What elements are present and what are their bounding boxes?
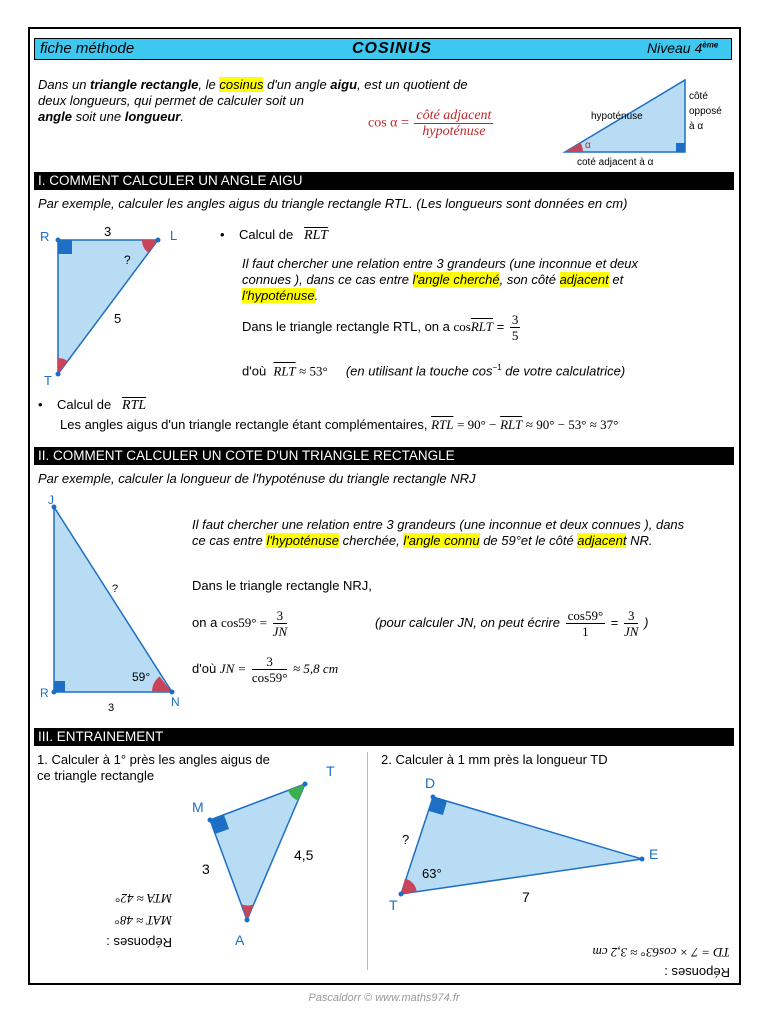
fig-opp2: opposé [689,106,722,117]
side-TA: 4,5 [294,847,314,863]
header-left: fiche méthode [40,40,135,57]
unknown-hyp: ? [112,583,119,595]
label-J: J [48,493,54,507]
label-A: A [235,932,245,948]
side-NR: 3 [108,702,115,714]
bullet1: • Calcul de $\overline{RLT}$ [220,227,328,243]
unknown-TD: ? [402,832,410,847]
section1-example: Par exemple, calculer les angles aigus du triangle rectangle RTL. (Les longueurs sont données en cm) [38,196,628,211]
label-T4: T [389,897,398,913]
bullet2: • Calcul de $\overline{RTL}$ [38,397,147,413]
section2-title: II. COMMENT CALCULER UN COTE D'UN TRIANGLE RECTANGLE [34,447,734,465]
unknown-angle: ? [124,253,131,267]
section2-tri-line: Dans le triangle rectangle NRJ, [192,578,372,593]
section1-title: I. COMMENT CALCULER UN ANGLE AIGU [34,172,734,190]
section2-cos-line: on a cos59° = $\frac{3}{JN}$ [192,608,288,639]
det-triangle-figure [384,770,674,918]
column-divider [367,752,368,970]
section2-note: (pour calculer JN, on peut écrire $\frac{\cos 59^\circ}{1}$ = $\frac{3}{JN}$ ) [375,608,649,639]
label-T: T [44,373,52,387]
exercise1-prompt: 1. Calculer à 1° près les angles aigus de ce triangle rectangle [37,752,270,783]
side-MA: 3 [202,861,210,877]
section3-title: III. ENTRAINEMENT [34,728,734,746]
fig-alpha: α [585,140,591,151]
section1-result: d'où $\overline{RLT} \approx 53^\circ$ (en utilisant la touche $\cos^{-1}$ de votre calculatrice) [242,363,626,379]
rtl-triangle-figure [32,222,182,387]
level-label [647,40,718,56]
exercise2-answers [530,934,730,980]
ex2-answer-label: Réponses : [664,965,730,980]
section2-example: Par exemple, calculer la longueur de l'hypoténuse du triangle rectangle NRJ [38,471,476,486]
fig-adjacent: coté adjacent à α [577,157,654,168]
section1-cos-line: Dans le triangle rectangle RTL, on a $\cos\overline{RLT}$ = $\frac{3}{5}$ [242,312,519,343]
label-L: L [170,228,178,243]
section2-explain: Il faut chercher une relation entre 3 grandeurs (une inconnue et deux connues ), dans ce cas entre l'hypoténuse cherchée, l'angle connu de 59°et le côté adjacent NR. [192,517,685,548]
nrj-triangle-figure [34,493,194,715]
fig-opp3: à α [689,121,704,132]
label-N: N [171,695,180,709]
section1-complementary: Les angles aigus d'un triangle rectangle étant complémentaires, $\overline{RTL} = 90^\circ - \overline{RLT} \approx 90^\circ - 53^\circ \approx 37^\circ$ [60,417,619,432]
exercise1-answers [62,880,172,950]
angle-59: 59° [132,670,151,684]
ex1-answer-1: MAT ≈ 48° [114,913,172,928]
intro-triangle-figure [555,72,735,172]
label-M: M [192,799,204,815]
footer-credit: Pascaldorr © www.maths974.fr [308,992,460,1004]
label-D: D [425,775,436,791]
label-R2: R [40,686,49,700]
label-E: E [649,846,659,862]
level-sup: ème [702,40,719,50]
mta-triangle-figure [190,758,350,950]
ex1-answer-label: Réponses : [106,935,172,950]
exercise2-prompt: 2. Calculer à 1 mm près la longueur TD [381,752,608,767]
label-R: R [40,229,50,244]
label-T3: T [326,763,335,779]
fig-opp1: côté [689,91,708,102]
fig-hypotenuse: hypoténuse [591,111,643,122]
level-prefix: Niveau 4 [647,40,703,56]
side-TL: 5 [114,311,122,326]
ex2-answer: TD = 7 × cos63° ≈ 3,2 cm [592,945,730,960]
intro-text: Dans un triangle rectangle, le cosinus d'un angle aigu, est un quotient de deux longueurs, qui permet de calculer soit un angle soit une longueur. [38,77,468,124]
section1-explain: Il faut chercher une relation entre 3 grandeurs (une inconnue et deux connues ), dans ce cas entre l'angle cherché, son côté adjacent et l'hypoténuse. [242,256,639,303]
side-TE: 7 [522,889,530,905]
cosine-formula: cos α = $\frac{\text{côté adjacent}}{\text{hypoténuse}}$ [368,108,492,139]
side-RL: 3 [104,224,112,239]
section2-result: d'où JN = $\frac{3}{\cos 59^\circ}$ ≈ 5,8 cm [192,654,339,685]
page-title: COSINUS [352,40,432,57]
angle-63: 63° [422,866,442,881]
ex1-answer-2: MTA ≈ 42° [115,891,172,906]
